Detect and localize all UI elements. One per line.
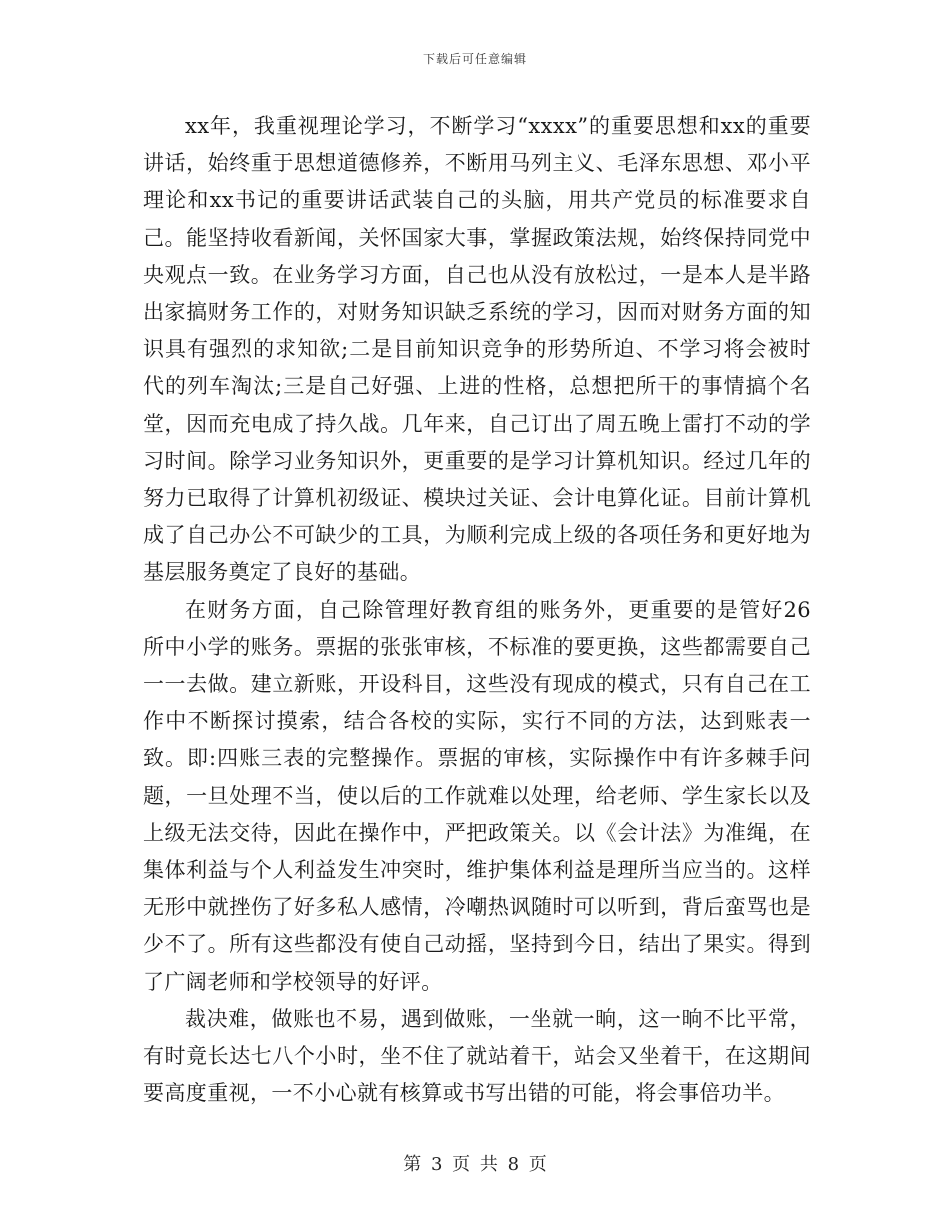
page-number-footer: 第 3 页 共 8 页 (403, 1154, 547, 1175)
paragraph-study: xx年，我重视理论学习，不断学习“xxxx”的重要思想和xx的重要讲话，始终重于思想道德修养，不断用马列主义、毛泽东思想、邓小平理论和xx书记的重要讲话武装自己的头脑，用共产党员的标准要求自己。能坚持收看新闻，关怀国家大事，掌握政策法规，始终保持同党中央观点一致。在业务学习方面，自己也从没有放松过，一是本人是半路出家搞财务工作的，对财务知识缺乏系统的学习，因而对财务方面的知识具有强烈的求知欲;二是目前知识竞争的形势所迫、不学习将会被时代的列车淘汰;三是自己好强、上进的性格，总想把所干的事情搞个名堂，因而充电成了持久战。几年来，自己订出了周五晚上雷打不动的学习时间。除学习业务知识外，更重要的是学习计算机知识。经过几年的努力已取得了计算机初级证、模块过关证、会计电算化证。目前计算机成了自己办公不可缺少的工具，为顺利完成上级的各项任务和更好地为基层服务奠定了良好的基础。 (143, 114, 811, 585)
page-header: 下载后可任意编辑 (422, 52, 527, 66)
paragraph-finance: 在财务方面，自己除管理好教育组的账务外，更重要的是管好26所中小学的账务。票据的张张审核，不标准的要更换，这些都需要自己一一去做。建立新账，开设科目，这些没有现成的模式，只有自己在工作中不断探讨摸索，结合各校的实际，实行不同的方法，达到账表一致。即:四账三表的完整操作。票据的审核，实际操作中有许多棘手问题，一旦处理不当，使以后的工作就难以处理，给老师、学生家长以及上级无法交待，因此在操作中，严把政策关。以《会计法》为准绳，在集体利益与个人利益发生冲突时，维护集体利益是理所当应当的。这样无形中就挫伤了好多私人感情，冷嘲热讽随时可以听到，背后蛮骂也是少不了。所有这些都没有使自己动摇，坚持到今日，结出了果实。得到了广阔老师和学校领导的好评。 (143, 597, 811, 994)
paragraph-bookkeeping: 裁决难，做账也不易，遇到做账，一坐就一晌，这一晌不比平常，有时竟长达七八个小时，坐不住了就站着干，站会又坐着干，在这期间要高度重视，一不小心就有核算或书写出错的可能，将会事倍功半。 (143, 1006, 811, 1106)
document-body (143, 108, 811, 1112)
